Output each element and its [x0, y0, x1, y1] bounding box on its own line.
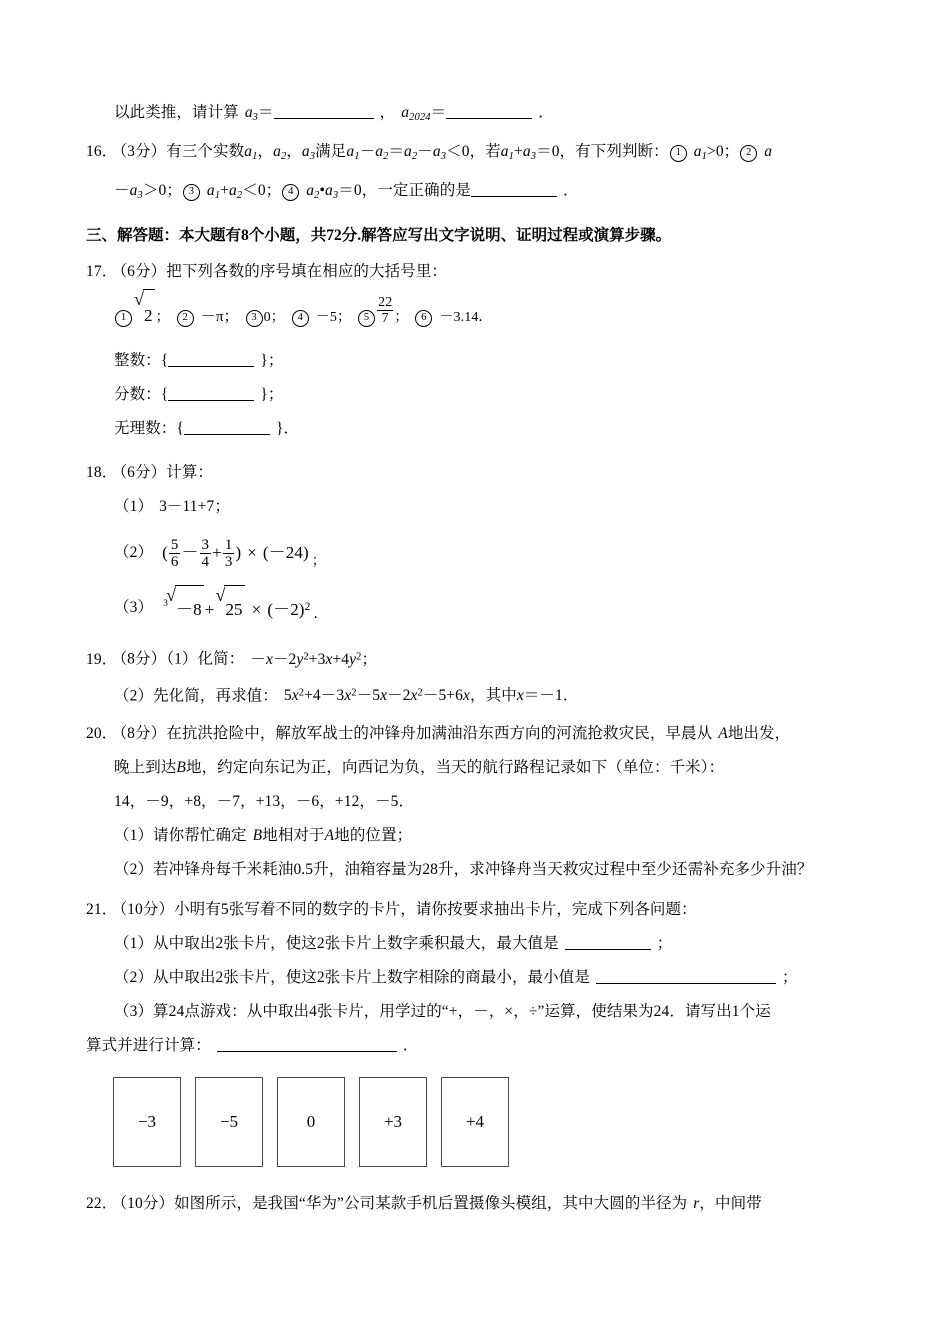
q20-part-2: （2）若冲锋舟每千米耗油0.5升，油箱容量为28升，求冲锋舟当天救灾过程中至少还需补充多少升油？ [114, 861, 813, 879]
q21-p2-blank[interactable] [596, 969, 776, 985]
paren-open: ( [162, 543, 168, 563]
q17-label-integers: 整数： [114, 351, 161, 369]
q22-text-b: ，中间带 [699, 1195, 762, 1213]
q18-part-3-label: （3） [114, 598, 154, 616]
q21-part-3-line-2 [86, 1029, 876, 1063]
q16-o1-sub: 1 [701, 150, 707, 162]
square-root-icon: √ 25 [215, 585, 244, 634]
card-1[interactable]: −3 [113, 1077, 181, 1167]
q16-s-a3: a [522, 142, 531, 160]
minus-op: － [181, 543, 199, 563]
q15-eq1: ＝ [258, 104, 274, 121]
q16-o4-a2: a [306, 181, 315, 199]
q20-text-2a: 晚上到达 [114, 759, 177, 777]
q16-option-3-text: ＜0； [242, 181, 282, 199]
q20-data-line: 14，－9，+8，－7，+13，－6，+12，－5． [114, 793, 415, 811]
q16-o3-a1-sub: 1 [214, 189, 221, 201]
q18-part-1-expr: 3－11+7； [159, 497, 230, 515]
q16-answer-blank[interactable] [471, 181, 557, 197]
q16-eqs-1: ＝ [388, 142, 405, 160]
q16-a1: a [244, 142, 253, 160]
q17-brace-open-1: { [160, 351, 169, 369]
q17-number: 17． [86, 262, 118, 280]
card-4[interactable]: +3 [359, 1077, 427, 1167]
q16-s-a3-sub: 3 [530, 150, 537, 162]
q15-sub2: 2024 [409, 111, 431, 123]
plus-op: + [212, 543, 222, 563]
q15-eq2: ＝ [430, 104, 447, 121]
q16-o4-a3: a [325, 181, 333, 199]
q18-part-2 [86, 524, 876, 583]
q20-text-1-end: 地出发， [727, 725, 791, 743]
q16-o4-dot: • [319, 181, 326, 199]
q21-p3-end: ． [402, 1037, 419, 1055]
factor-neg24: (－24) [262, 543, 309, 563]
q16-plus: + [514, 142, 523, 160]
q21-number: 21． [86, 901, 118, 919]
q16-a3-sub: 3 [309, 150, 316, 162]
q16-o4-a2-sub: 2 [314, 189, 320, 201]
cube-root-icon: 3 √ －8 [163, 585, 204, 634]
q19-line-1 [86, 640, 876, 677]
q22-text-a: 如图所示，是我国“华为”公司某款手机后置摄像头模组，其中大圆的半径为 [174, 1195, 688, 1213]
paren-close: ) [235, 543, 242, 563]
q17-fractions-blank[interactable] [168, 385, 254, 401]
q22-score: （10分） [119, 1195, 175, 1213]
q17-label-fractions: 分数： [114, 385, 161, 403]
q16-o3-a1: a [206, 181, 215, 199]
q16-o4-a3-sub: 3 [332, 189, 339, 201]
q21-score: （10分） [119, 901, 175, 919]
q16-o1-a1: a [693, 142, 702, 160]
q17-blank-row-1 [86, 344, 876, 378]
q16-c-a2-sub: 2 [383, 150, 389, 162]
q19-score: （8分） [119, 650, 167, 668]
q16-option-4-text: ＝0，一定正确的是 [338, 181, 471, 199]
q17-brace-open-3: { [176, 419, 184, 437]
q16-c-a1: a [346, 142, 355, 160]
times-op-2: × [251, 600, 262, 619]
q16-a3: a [301, 142, 310, 160]
q17-item-4-value: －5； [315, 309, 352, 325]
q21-p2-text: （2）从中取出2张卡片，使这2张卡片上数字相除的商最小，最小值是 [114, 969, 590, 987]
q16-minus-1: － [359, 142, 376, 160]
q16-judgements-lead: ＝0，有下列判断： [536, 142, 669, 160]
q18-part-2-label: （2） [114, 543, 154, 561]
q16-a2-sub: 2 [280, 150, 287, 162]
q16-text-a: 有三个实数 [166, 142, 245, 160]
q15-blank-2[interactable] [446, 103, 532, 119]
q16-lt-zero: ＜0，若 [446, 142, 501, 160]
q18-part-1-label: （1） [114, 497, 154, 515]
q15-sub1: 3 [252, 111, 259, 123]
q16-minus-2: － [417, 142, 433, 160]
q17-item-2-value: －π； [200, 308, 239, 325]
cbrt-index: 3 [163, 599, 168, 609]
q16-line-1 [86, 135, 876, 174]
card-5[interactable]: +4 [441, 1077, 509, 1167]
q16-l2-gt: ＞0； [142, 181, 182, 199]
q16-c2-a2: a [404, 142, 412, 160]
q22-number: 22． [86, 1195, 118, 1213]
q18-part-2-expression [162, 524, 309, 582]
q19-part-2-text: 先化简，再求值： [153, 687, 278, 705]
fraction-3-4 [200, 537, 212, 570]
q16-c2-a2-sub: 2 [411, 150, 418, 162]
plus-op-2: + [204, 600, 215, 619]
q16-l2-a3-sub: 3 [137, 189, 143, 201]
q16-s-a1: a [500, 142, 509, 160]
q16-o3-a2: a [228, 181, 237, 199]
q17-items-line: 1 √ 2 ； 2 －π； 3 0； 4 －5； 5 $\frac{22}{7}$ ； 6 －3.14． [86, 289, 876, 344]
q20-p1-text: （1）请你帮忙确定 [114, 827, 247, 845]
q15-blank-1[interactable] [274, 103, 374, 119]
q17-integers-blank[interactable] [168, 351, 254, 367]
section-3-heading: 三、解答题：本大题有8个小题，共72分.解答应写出文字说明、证明过程或演算步骤。 [86, 226, 672, 244]
q17-label-irrationals: 无理数： [114, 419, 177, 437]
q18-score: （6分） [119, 463, 167, 481]
q16-l2-a3: a [129, 181, 138, 199]
q21-part-1 [86, 927, 876, 961]
cbrt-radicand: －8 [175, 585, 204, 634]
q20-p1-mid: 地相对于 [262, 827, 325, 845]
q15-comma: ， [379, 104, 396, 121]
q16-score: （3分） [119, 142, 167, 160]
den-4: 4 [201, 553, 210, 570]
q19-part-1-label: （1） [166, 650, 198, 668]
q16-line-2 [86, 174, 876, 213]
q16-a2: a [273, 142, 281, 160]
q16-a1-sub: 1 [252, 150, 258, 162]
q16-c2-a3-sub: 3 [440, 150, 447, 162]
q16-comma-2: ， [286, 142, 302, 160]
q18-part-3-expression [162, 583, 310, 634]
q21-p2-end: ； [781, 969, 798, 987]
q20-p1-var-A: A [324, 827, 335, 845]
q21-stem: 小明有5张写着不同的数字的卡片，请你按要求抽出卡片，完成下列各问题： [174, 901, 697, 919]
q18-part-1 [86, 490, 876, 524]
q16-c2-a3: a [432, 142, 441, 160]
sqrt-icon: √ 2 [134, 289, 155, 342]
q15-period: ． [538, 104, 554, 121]
q21-p3-text-2: 算式并进行计算： [86, 1037, 211, 1055]
q17-item-4-marker: 4 [292, 310, 309, 327]
q17-item-1-marker: 1 [115, 310, 132, 327]
q20-line-2 [86, 751, 876, 785]
q16-option-1-marker: 1 [670, 145, 687, 162]
q16-o2-a1: a [764, 142, 773, 160]
card-row [113, 1077, 876, 1167]
q17-irrationals-blank[interactable] [184, 419, 270, 435]
den-6: 6 [170, 553, 179, 570]
q20-p1-end: 地的位置； [334, 827, 413, 845]
q21-part-3-line-1: （3）算24点游戏：从中取出4张卡片，用学过的“+，－，×，÷”运算，使结果为24．请写出1个运 [114, 1003, 771, 1021]
q16-s-a1-sub: 1 [508, 150, 515, 162]
base-neg2: (－2) [267, 600, 305, 619]
q17-stem-line [86, 255, 876, 289]
q16-comma-1: ， [257, 142, 274, 160]
q19-part-1-text: 化简： [197, 650, 245, 668]
q18-stem-line [86, 456, 876, 490]
q20-var-B: B [176, 759, 186, 777]
num-5: 5 [170, 536, 179, 553]
q17-item-6-marker: 6 [415, 310, 432, 327]
fraction-1-3 [223, 537, 235, 570]
q16-l2-minus: － [114, 181, 130, 199]
q18-number: 18． [86, 463, 118, 481]
q20-number: 20． [86, 725, 118, 743]
q16-o3-a2-sub: 2 [236, 189, 243, 201]
fraction-numerator: 22 [378, 295, 393, 311]
card-3[interactable]: 0 [277, 1077, 345, 1167]
q22-var-r: r [693, 1195, 700, 1213]
times-op: × [247, 543, 257, 563]
q19-line-2 [86, 677, 876, 714]
q20-score: （8分） [119, 725, 167, 743]
q19-part-2-expression: $5x^2+4-3x^2-5x-2x^2-5+6x$，其中x＝－1． [283, 687, 579, 705]
q15-var1: a [244, 104, 253, 121]
q17-item-3-marker: 3 [246, 310, 263, 327]
q17-blank-row-2 [86, 378, 876, 412]
q19-number: 19． [86, 650, 118, 668]
q17-item-2-marker: 2 [177, 310, 194, 327]
q18-stem: 计算： [166, 463, 214, 481]
q16-option-4-marker: 4 [282, 184, 299, 201]
fraction-5-6 [169, 537, 181, 570]
q21-p3-blank[interactable] [217, 1037, 397, 1053]
q18-part-3-period: ． [313, 606, 328, 622]
q17-item-6-value: －3.14． [439, 309, 493, 325]
card-2[interactable]: −5 [195, 1077, 263, 1167]
q16-option-2-marker: 2 [740, 145, 757, 162]
fraction-denominator: 7 [381, 311, 389, 327]
q17-brace-close-1: }； [260, 351, 284, 369]
q17-stem: 把下列各数的序号填在相应的大括号里： [166, 262, 448, 280]
q16-o3-plus: + [220, 181, 229, 199]
q17-score: （6分） [119, 262, 167, 280]
q16-c-a1-sub: 1 [354, 150, 360, 162]
q21-part-2 [86, 961, 876, 995]
q20-text-2b: 地，约定向东记为正，向西记为负，当天的航行路程记录如下（单位：千米）： [185, 759, 725, 777]
q17-item-3-value: 0； [263, 309, 285, 325]
q16-end-period: ． [562, 181, 579, 199]
q17-brace-open-2: { [160, 385, 169, 403]
page-content [86, 96, 876, 1221]
q20-part-1 [86, 819, 876, 853]
num-3: 3 [201, 536, 210, 553]
q15-var2: a [401, 104, 410, 121]
q17-brace-close-3: }． [275, 419, 300, 437]
q18-part-2-semicolon: ； [311, 553, 326, 569]
q17-item-5-marker: 5 [358, 310, 375, 327]
den-3: 3 [224, 553, 233, 570]
q20-line-1 [86, 717, 876, 751]
q21-p1-text: （1）从中取出2张卡片，使这2张卡片上数字乘积最大，最大值是 [114, 935, 559, 953]
q19-part-2-label: （2） [114, 687, 154, 705]
q21-p1-blank[interactable] [565, 935, 651, 951]
power-2: 2 [304, 599, 311, 613]
q17-blank-row-3 [86, 412, 876, 446]
q20-p1-var-B: B [252, 827, 263, 845]
q16-c-a2: a [375, 142, 384, 160]
q16-option-1-text: >0； [706, 142, 740, 160]
q20-var-A: A [718, 725, 728, 743]
q16-option-3-marker: 3 [183, 184, 200, 201]
q21-stem-line [86, 893, 876, 927]
q20-text-1: 在抗洪抢险中，解放军战士的冲锋舟加满油沿东西方向的河流抢救灾民，早晨从 [166, 725, 713, 743]
q19-part-1-expression: $-x-2y^2+3x+4y^2$； [250, 650, 378, 668]
q17-brace-close-2: }； [260, 385, 284, 403]
q22-line-1 [86, 1187, 876, 1221]
q16-mid: 满足 [315, 142, 347, 160]
q15-tail-line [86, 96, 876, 135]
q21-p1-end: ； [656, 935, 673, 953]
q15-text: 以此类推，请计算 [114, 104, 239, 121]
num-1: 1 [224, 536, 233, 553]
q16-number: 16． [86, 142, 118, 160]
q17-item-5-fraction [377, 295, 393, 327]
sqrt-radicand: 25 [224, 585, 244, 634]
q18-part-3 [86, 583, 876, 634]
